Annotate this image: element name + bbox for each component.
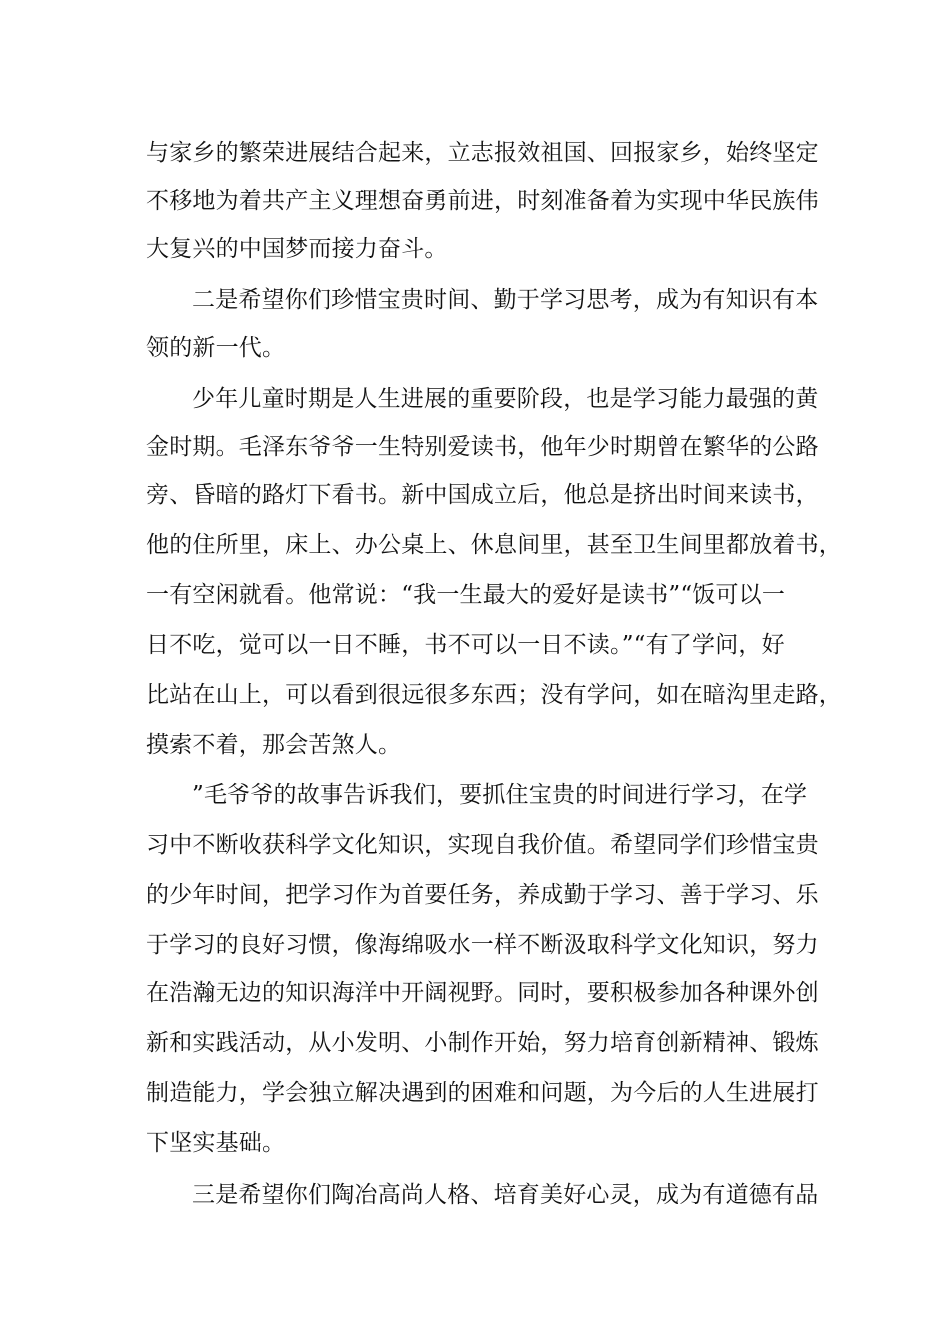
text-line: 领的新一代。 — [146, 335, 286, 361]
paragraph-start-line: 二是希望你们珍惜宝贵时间、勤于学习思考，成为有知识有本 — [192, 287, 819, 313]
paragraph-start-line: 三是希望你们陶冶高尚人格、培育美好心灵，成为有道德有品 — [192, 1182, 819, 1208]
text-line: 不移地为着共产主义理想奋勇前进，时刻准备着为实现中华民族伟 — [146, 188, 819, 214]
text-line: 下坚实基础。 — [146, 1130, 286, 1156]
text-line: 在浩瀚无边的知识海洋中开阔视野。同时，要积极参加各种课外创 — [146, 980, 819, 1006]
text-line: 旁、昏暗的路灯下看书。新中国成立后，他总是挤出时间来读书， — [146, 482, 819, 508]
text-line: 日不吃，觉可以一日不睡，书不可以一日不读。”“有了学问，好 — [146, 632, 785, 658]
text-line: 大复兴的中国梦而接力奋斗。 — [146, 236, 448, 262]
text-line: 比站在山上，可以看到很远很多东西；没有学问，如在暗沟里走路， — [146, 682, 842, 708]
paragraph-start-line: ”毛爷爷的故事告诉我们，要抓住宝贵的时间进行学习，在学 — [192, 782, 808, 808]
text-line: 与家乡的繁荣进展结合起来，立志报效祖国、回报家乡，始终坚定 — [146, 140, 819, 166]
text-line: 金时期。毛泽东爷爷一生特别爱读书，他年少时期曾在繁华的公路 — [146, 434, 819, 460]
text-line: 制造能力，学会独立解决遇到的困难和问题，为今后的人生进展打 — [146, 1080, 819, 1106]
text-line: 他的住所里，床上、办公桌上、休息间里，甚至卫生间里都放着书， — [146, 532, 842, 558]
text-line: 新和实践活动，从小发明、小制作开始，努力培育创新精神、锻炼 — [146, 1030, 819, 1056]
text-line: 一有空闲就看。他常说：“我一生最大的爱好是读书”“饭可以一 — [146, 582, 786, 608]
text-line: 的少年时间，把学习作为首要任务，养成勤于学习、善于学习、乐 — [146, 882, 819, 908]
paragraph-start-line: 少年儿童时期是人生进展的重要阶段，也是学习能力最强的黄 — [192, 386, 819, 412]
text-line: 习中不断收获科学文化知识，实现自我价值。希望同学们珍惜宝贵 — [146, 832, 819, 858]
text-line: 摸索不着，那会苦煞人。 — [146, 732, 402, 758]
text-line: 于学习的良好习惯，像海绵吸水一样不断汲取科学文化知识，努力 — [146, 932, 819, 958]
